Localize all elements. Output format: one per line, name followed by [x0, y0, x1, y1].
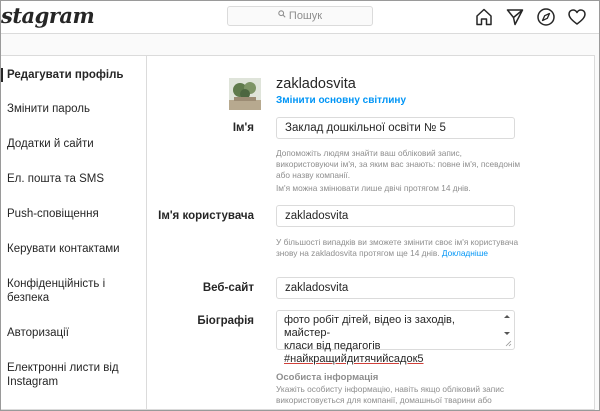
- personal-info-help: Укажіть особисту інформацію, навіть якщо обліковий запис використовується для компанії, домашньої тварини або: [276, 384, 505, 405]
- personal-info-title: Особиста інформація: [276, 372, 379, 383]
- sidebar-item-edit-profile[interactable]: Редагувати профіль: [1, 68, 146, 82]
- username-label: Ім'я користувача: [158, 210, 254, 222]
- instagram-logo[interactable]: stagram: [1, 3, 95, 28]
- activity-heart-icon[interactable]: [567, 7, 587, 27]
- edit-profile-form: [147, 56, 594, 409]
- settings-sidebar: [1, 56, 147, 409]
- website-input[interactable]: zakladosvita: [276, 277, 515, 299]
- settings-panel: [1, 55, 595, 410]
- name-label: Ім'я: [232, 122, 254, 134]
- bio-line-2: класи від педагогів: [284, 340, 381, 352]
- learn-more-link[interactable]: Докладніше: [441, 248, 488, 258]
- bio-text: [284, 314, 500, 366]
- name-change-limit-text: Ім'я можна змінювати лише двічі протягом 14 днів.: [276, 183, 471, 193]
- name-help-text: Допоможіть людям знайти ваш обліковий запис, використовуючи ім'я, за яким вас знають: повне ім'я, псевдонім або назву компанії.: [276, 148, 521, 180]
- sidebar-item-emails-from-instagram[interactable]: Електронні листи від Instagram: [7, 362, 119, 388]
- sidebar-item-manage-contacts[interactable]: Керувати контактами: [7, 243, 120, 255]
- website-label: Веб-сайт: [202, 282, 254, 294]
- explore-icon[interactable]: [536, 7, 556, 27]
- search-input[interactable]: [227, 6, 373, 26]
- profile-avatar[interactable]: [229, 78, 261, 110]
- sidebar-item-email-sms[interactable]: Ел. пошта та SMS: [7, 173, 104, 185]
- sidebar-item-apps-websites[interactable]: Додатки й сайти: [7, 138, 94, 150]
- header-gap: [1, 35, 599, 55]
- profile-username: zakladosvita: [276, 76, 356, 92]
- bio-scrollbar[interactable]: [502, 313, 512, 347]
- search-placeholder: Пошук: [288, 10, 323, 22]
- sidebar-item-change-password[interactable]: Змінити пароль: [7, 103, 90, 115]
- search-icon: [278, 6, 286, 24]
- bio-label: Біографія: [197, 315, 254, 327]
- username-help-text: [276, 237, 521, 259]
- top-navigation-bar: [1, 1, 599, 34]
- change-profile-photo-link[interactable]: Змінити основну світлину: [276, 95, 407, 106]
- bio-hashtag: #найкращийдитячийсадок5: [284, 353, 424, 365]
- bio-line-1: фото робіт дітей, відео із заходів, майстер-: [284, 314, 455, 339]
- sidebar-item-login-activity[interactable]: Авторизації: [7, 327, 69, 339]
- home-icon[interactable]: [474, 7, 494, 27]
- direct-icon[interactable]: [505, 7, 525, 27]
- name-input[interactable]: Заклад дошкільної освіти № 5: [276, 117, 515, 139]
- username-help-body: У більшості випадків ви зможете змінити своє ім'я користувача знову на zakladosvita протягом ще 14 днів.: [276, 237, 519, 258]
- username-input[interactable]: zakladosvita: [276, 205, 515, 227]
- bio-textarea[interactable]: [276, 310, 515, 365]
- sidebar-item-privacy-security[interactable]: Конфіденційність і безпека: [7, 278, 106, 304]
- sidebar-item-push-notifications[interactable]: Push-сповіщення: [7, 208, 99, 220]
